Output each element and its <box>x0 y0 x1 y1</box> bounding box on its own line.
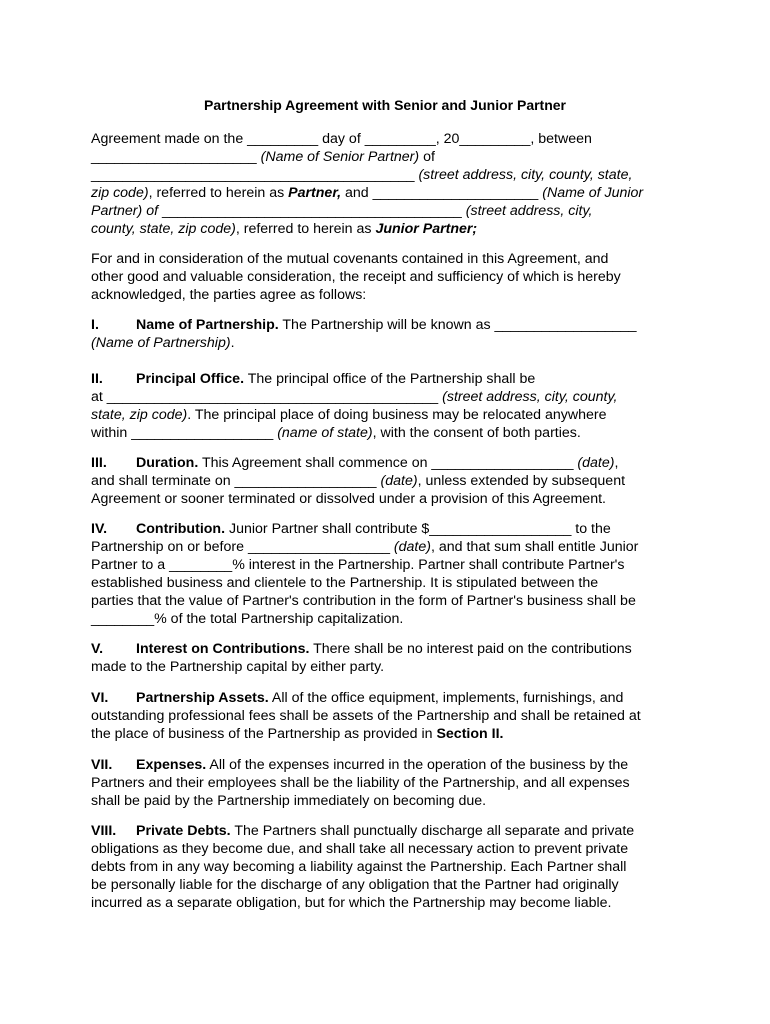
document-title: Partnership Agreement with Senior and Junior Partner <box>204 97 566 113</box>
section-line: ________% of the total Partnership capitalization. <box>91 611 404 627</box>
section-number: VIII. <box>91 823 117 839</box>
section-line: Agreement or sooner terminated or dissolved under a provision of this Agreement. <box>91 491 606 507</box>
section-line: (Name of Partnership). <box>91 335 235 351</box>
section-line: debts from in any way becoming a liability against the Partnership. Each Partner shall <box>91 859 627 875</box>
section-line: All of the office equipment, implements, furnishings, and <box>271 690 624 706</box>
consideration-paragraph <box>91 250 691 304</box>
section-line: This Agreement shall commence on __________________ (date), <box>201 455 619 471</box>
section-line: the place of business of the Partnership as provided in Section II. <box>91 726 504 742</box>
section-line: state, zip code). The principal place of doing business may be relocated anywhere <box>91 407 607 423</box>
section-6 <box>91 689 691 743</box>
section-heading: Contribution. <box>136 521 226 537</box>
section-line: Partner to a ________% interest in the Partnership. Partner shall contribute Partner's <box>91 557 625 573</box>
section-line: at __________________________________________ (street address, city, county, <box>91 389 618 405</box>
section-3 <box>91 454 691 508</box>
intro-line: Agreement made on the _________ day of _________, 20_________, between <box>91 131 592 147</box>
section-number: IV. <box>91 521 108 537</box>
section-line: The Partnership will be known as __________________ <box>282 317 637 333</box>
section-number: III. <box>91 455 107 471</box>
section-heading: Principal Office. <box>136 371 245 387</box>
section-8 <box>91 822 691 912</box>
section-7 <box>91 756 691 810</box>
intro-line: _____________________ (Name of Senior Partner) of <box>91 149 435 165</box>
section-line: There shall be no interest paid on the contributions <box>313 641 632 657</box>
section-1 <box>91 316 691 352</box>
intro-line: _________________________________________ (street address, city, county, state, <box>91 167 633 183</box>
consideration-line: For and in consideration of the mutual covenants contained in this Agreement, and <box>91 251 609 267</box>
intro-line: county, state, zip code), referred to herein as Junior Partner; <box>91 221 478 237</box>
section-2 <box>91 370 691 442</box>
section-number: II. <box>91 371 103 387</box>
section-number: VI. <box>91 690 109 706</box>
section-heading: Private Debts. <box>136 823 231 839</box>
section-line: obligations as they become due, and shall take all necessary action to prevent private <box>91 841 629 857</box>
section-line: The principal office of the Partnership shall be <box>247 371 536 387</box>
section-line: established business and clientele to the Partnership. It is stipulated between the <box>91 575 599 591</box>
section-heading: Name of Partnership. <box>136 317 279 333</box>
section-line: and shall terminate on __________________ (date), unless extended by subsequent <box>91 473 626 489</box>
section-line: Junior Partner shall contribute $__________________ to the <box>229 521 611 537</box>
section-line: outstanding professional fees shall be assets of the Partnership and shall be retained at <box>91 708 641 724</box>
section-line: Partnership on or before __________________ (date), and that sum shall entitle Junior <box>91 539 639 555</box>
consideration-line: acknowledged, the parties agree as follows: <box>91 287 367 303</box>
section-line: parties that the value of Partner's contribution in the form of Partner's business shall be <box>91 593 636 609</box>
section-line: be personally liable for the discharge of any obligation that the Partner had originally <box>91 877 619 893</box>
section-5 <box>91 640 691 676</box>
section-line: The Partners shall punctually discharge all separate and private <box>234 823 635 839</box>
consideration-line: other good and valuable consideration, the receipt and sufficiency of which is hereby <box>91 269 621 285</box>
section-line: Partners and their employees shall be the liability of the Partnership, and all expenses <box>91 775 630 791</box>
intro-line: zip code), referred to herein as Partner, and _____________________ (Name of Junior <box>91 185 644 201</box>
section-line: All of the expenses incurred in the operation of the business by the <box>209 757 629 773</box>
section-line: made to the Partnership capital by either party. <box>91 659 385 675</box>
intro-line: Partner) of ______________________________________ (street address, city, <box>91 203 593 219</box>
section-line: within __________________ (name of state), with the consent of both parties. <box>91 425 581 441</box>
intro-paragraph <box>91 130 691 238</box>
section-heading: Expenses. <box>136 757 207 773</box>
section-number: I. <box>91 317 99 333</box>
section-number: V. <box>91 641 104 657</box>
section-heading: Partnership Assets. <box>136 690 269 706</box>
section-4 <box>91 520 691 628</box>
section-line: shall be paid by the Partnership immediately on becoming due. <box>91 793 487 809</box>
section-heading: Duration. <box>136 455 199 471</box>
section-number: VII. <box>91 757 113 773</box>
section-heading: Interest on Contributions. <box>136 641 310 657</box>
section-line: incurred as a separate obligation, but for which the Partnership may become liable. <box>91 895 612 911</box>
